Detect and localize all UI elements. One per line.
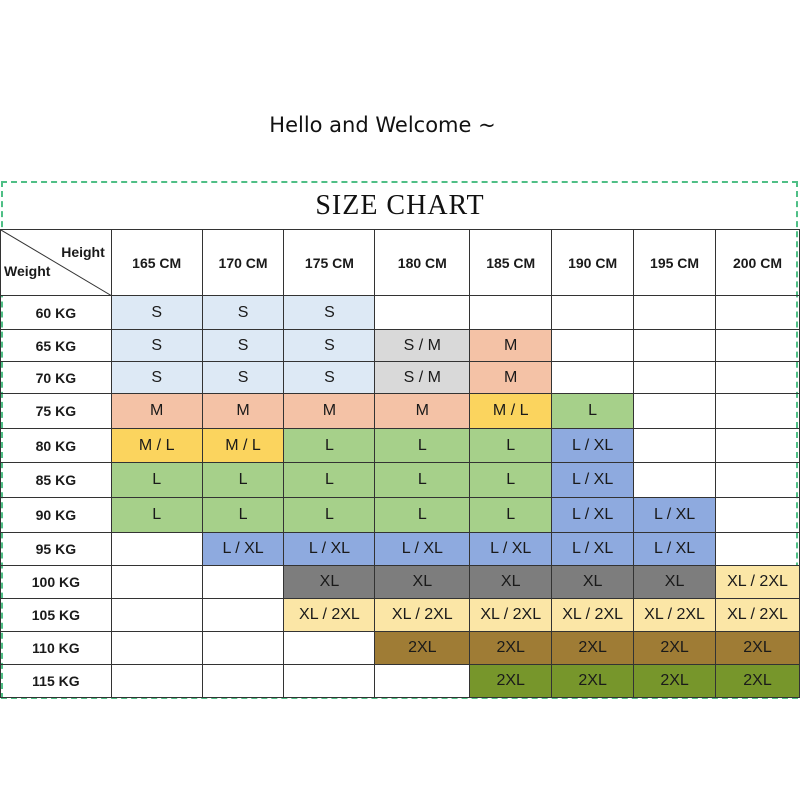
height-header-175-cm: 175 CM — [284, 230, 375, 296]
height-header-185-cm: 185 CM — [470, 230, 552, 296]
weight-row-header: 110 KG — [1, 632, 112, 665]
size-cell — [716, 533, 800, 566]
height-header-180-cm: 180 CM — [375, 230, 470, 296]
height-header-195-cm: 195 CM — [634, 230, 716, 296]
size-cell: L — [202, 498, 284, 533]
weight-row-header: 70 KG — [1, 362, 112, 394]
size-cell — [634, 429, 716, 463]
size-cell: 2XL — [470, 665, 552, 698]
size-cell — [111, 566, 202, 599]
size-cell: L — [111, 498, 202, 533]
size-cell: M / L — [470, 394, 552, 429]
size-cell — [202, 632, 284, 665]
weight-row-header: 95 KG — [1, 533, 112, 566]
size-cell: M — [284, 394, 375, 429]
size-cell: L — [552, 394, 634, 429]
size-cell: XL / 2XL — [634, 599, 716, 632]
size-cell — [111, 665, 202, 698]
size-cell — [716, 362, 800, 394]
size-cell: XL / 2XL — [716, 566, 800, 599]
size-cell: XL / 2XL — [284, 599, 375, 632]
table-row — [1, 533, 800, 566]
size-cell: L — [470, 429, 552, 463]
size-cell: 2XL — [470, 632, 552, 665]
size-cell: M / L — [111, 429, 202, 463]
size-cell — [202, 599, 284, 632]
weight-row-header: 85 KG — [1, 463, 112, 498]
size-cell — [111, 533, 202, 566]
size-table — [0, 229, 800, 698]
size-cell: L / XL — [634, 533, 716, 566]
size-cell: XL / 2XL — [470, 599, 552, 632]
size-chart-title: SIZE CHART — [315, 190, 485, 221]
size-cell — [634, 296, 716, 330]
size-cell: L / XL — [552, 498, 634, 533]
size-cell — [552, 330, 634, 362]
size-cell: 2XL — [375, 632, 470, 665]
size-cell — [634, 362, 716, 394]
size-cell — [552, 296, 634, 330]
size-cell: 2XL — [634, 632, 716, 665]
size-cell: XL — [284, 566, 375, 599]
table-row — [1, 665, 800, 698]
size-cell: L — [202, 463, 284, 498]
size-cell: L — [375, 498, 470, 533]
table-row — [1, 632, 800, 665]
size-cell: XL — [470, 566, 552, 599]
size-cell: L — [284, 498, 375, 533]
size-cell — [716, 330, 800, 362]
size-cell: L / XL — [284, 533, 375, 566]
size-cell — [634, 394, 716, 429]
size-cell: 2XL — [716, 632, 800, 665]
size-cell: S — [284, 296, 375, 330]
size-cell: S — [111, 296, 202, 330]
size-cell: S / M — [375, 330, 470, 362]
size-cell: S — [202, 362, 284, 394]
weight-row-header: 75 KG — [1, 394, 112, 429]
size-cell — [716, 394, 800, 429]
size-cell — [716, 429, 800, 463]
size-cell: M — [470, 362, 552, 394]
size-cell — [634, 330, 716, 362]
size-cell: L — [284, 429, 375, 463]
size-cell — [716, 498, 800, 533]
size-cell — [284, 632, 375, 665]
size-cell: XL / 2XL — [375, 599, 470, 632]
weight-row-header: 90 KG — [1, 498, 112, 533]
size-cell — [552, 362, 634, 394]
size-cell — [470, 296, 552, 330]
greeting-heading: Hello and Welcome ~ — [269, 113, 496, 137]
table-header-row — [1, 230, 800, 296]
size-cell: 2XL — [716, 665, 800, 698]
table-row — [1, 498, 800, 533]
table-row — [1, 429, 800, 463]
size-cell: XL / 2XL — [716, 599, 800, 632]
size-cell: L — [470, 463, 552, 498]
table-row — [1, 362, 800, 394]
weight-row-header: 100 KG — [1, 566, 112, 599]
size-cell: L / XL — [634, 498, 716, 533]
size-cell: 2XL — [552, 632, 634, 665]
weight-axis-label: Weight — [4, 263, 51, 279]
size-cell — [716, 463, 800, 498]
size-cell — [111, 599, 202, 632]
weight-row-header: 60 KG — [1, 296, 112, 330]
size-cell: L — [284, 463, 375, 498]
size-cell: S — [202, 330, 284, 362]
weight-row-header: 115 KG — [1, 665, 112, 698]
size-cell: L / XL — [552, 463, 634, 498]
table-row — [1, 296, 800, 330]
size-cell: L — [470, 498, 552, 533]
size-cell: L / XL — [552, 533, 634, 566]
size-cell — [202, 566, 284, 599]
size-cell: M — [111, 394, 202, 429]
corner-header-cell — [1, 230, 112, 296]
size-cell: S — [111, 330, 202, 362]
size-cell: S — [284, 330, 375, 362]
size-cell — [375, 665, 470, 698]
size-cell — [634, 463, 716, 498]
size-cell: L / XL — [375, 533, 470, 566]
size-cell: L / XL — [552, 429, 634, 463]
size-cell: 2XL — [552, 665, 634, 698]
size-cell: M — [375, 394, 470, 429]
size-cell: L / XL — [470, 533, 552, 566]
weight-row-header: 80 KG — [1, 429, 112, 463]
size-cell — [111, 632, 202, 665]
size-cell: L — [375, 463, 470, 498]
size-cell: M — [470, 330, 552, 362]
size-cell: S — [111, 362, 202, 394]
size-cell: 2XL — [634, 665, 716, 698]
size-cell: XL — [375, 566, 470, 599]
size-cell: XL — [552, 566, 634, 599]
size-cell: S — [284, 362, 375, 394]
size-cell: L — [111, 463, 202, 498]
table-row — [1, 394, 800, 429]
size-cell: S — [202, 296, 284, 330]
height-header-190-cm: 190 CM — [552, 230, 634, 296]
table-row — [1, 599, 800, 632]
height-header-170-cm: 170 CM — [202, 230, 284, 296]
size-cell: XL / 2XL — [552, 599, 634, 632]
size-cell: M / L — [202, 429, 284, 463]
size-cell — [375, 296, 470, 330]
table-row — [1, 566, 800, 599]
size-cell: M — [202, 394, 284, 429]
weight-row-header: 105 KG — [1, 599, 112, 632]
size-cell: L / XL — [202, 533, 284, 566]
weight-row-header: 65 KG — [1, 330, 112, 362]
size-cell: L — [375, 429, 470, 463]
table-row — [1, 463, 800, 498]
size-cell: S / M — [375, 362, 470, 394]
size-cell — [716, 296, 800, 330]
table-row — [1, 330, 800, 362]
size-cell — [202, 665, 284, 698]
height-axis-label: Height — [61, 244, 105, 260]
height-header-165-cm: 165 CM — [111, 230, 202, 296]
height-header-200-cm: 200 CM — [716, 230, 800, 296]
size-cell — [284, 665, 375, 698]
size-cell: XL — [634, 566, 716, 599]
